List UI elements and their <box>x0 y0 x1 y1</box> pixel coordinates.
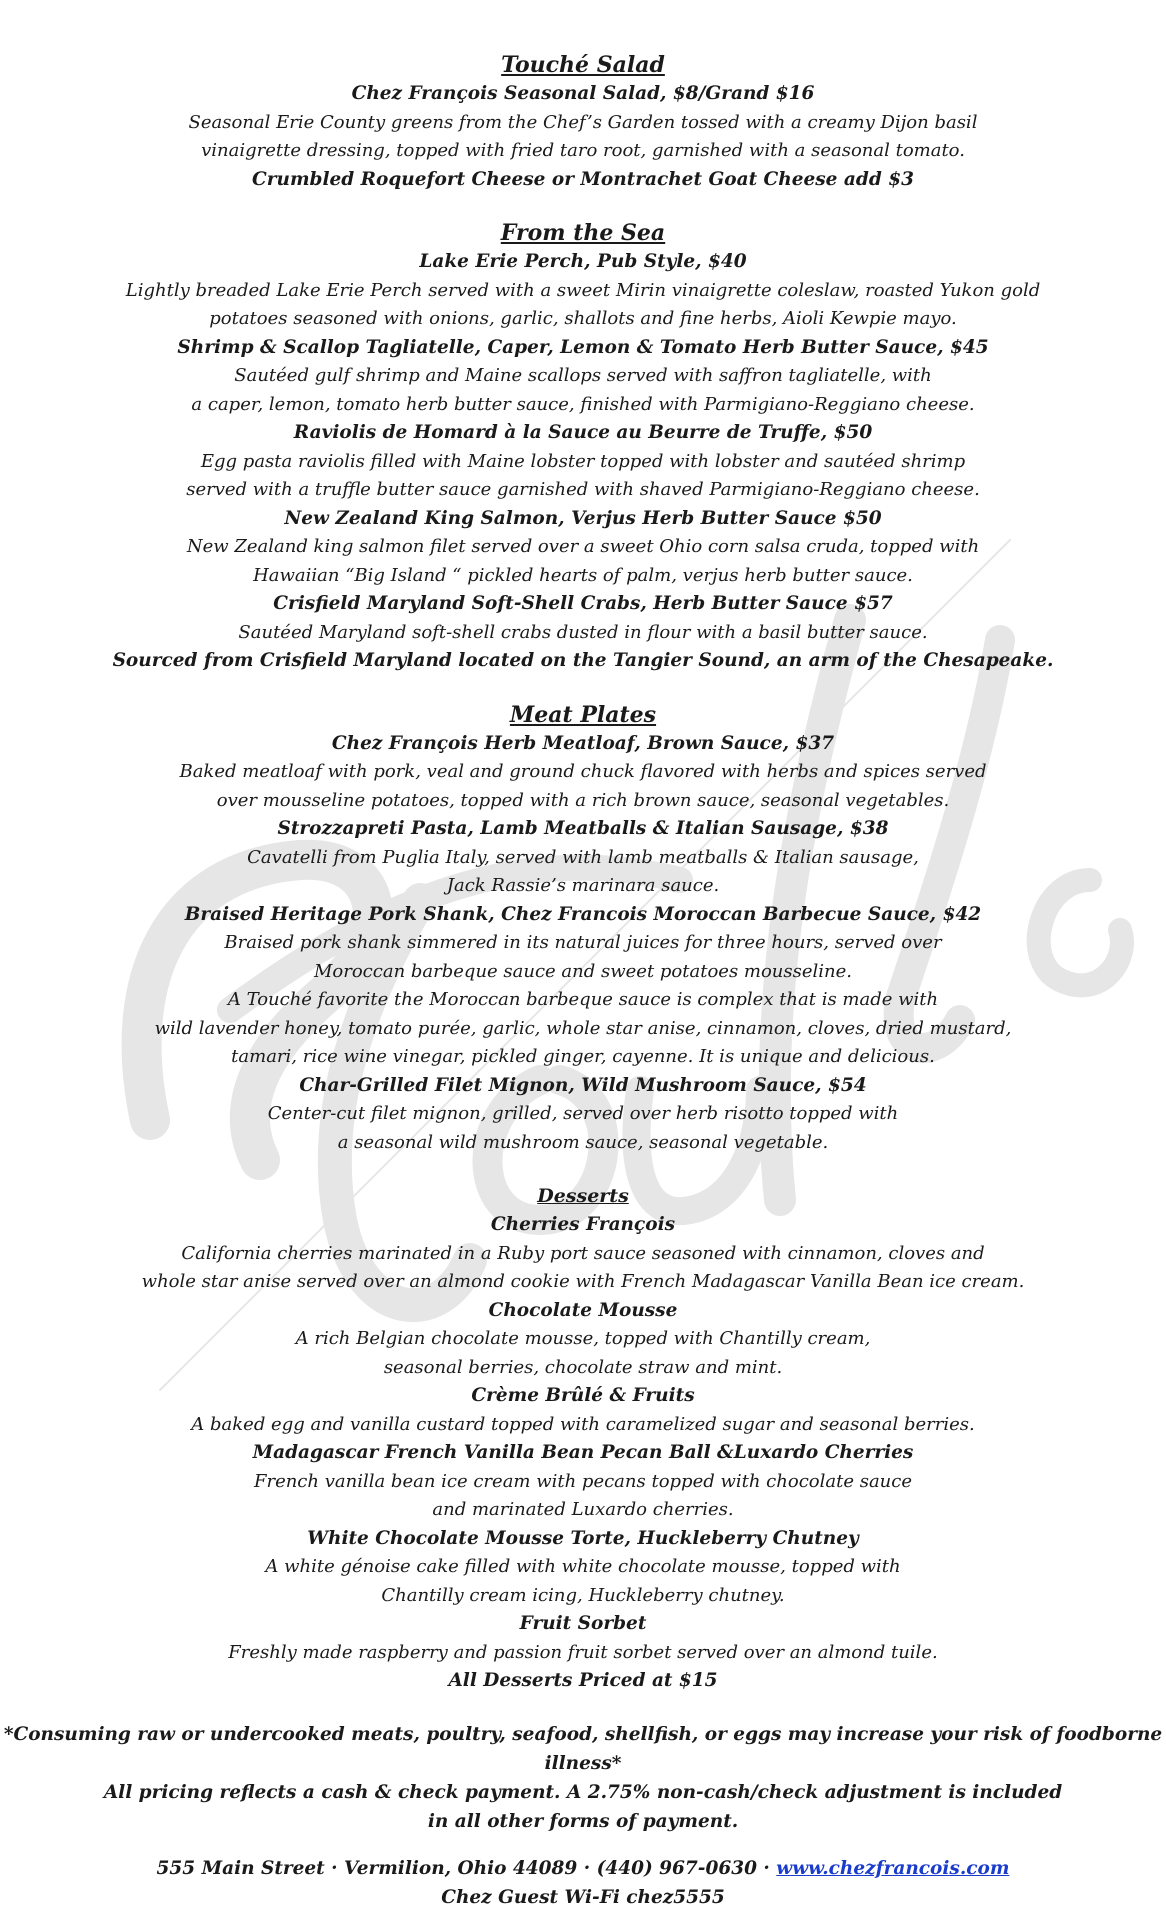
item-title: Braised Heritage Pork Shank, Chez Francois Moroccan Barbecue Sauce, $42 <box>184 903 982 925</box>
item-description: seasonal berries, chocolate straw and mint. <box>383 1356 783 1378</box>
item-description: and marinated Luxardo cherries. <box>432 1499 734 1520</box>
item-description: over mousseline potatoes, topped with a rich brown sauce, seasonal vegetables. <box>216 789 950 811</box>
item-description: Cavatelli from Puglia Italy, served with lamb meatballs & Italian sausage, <box>247 846 919 868</box>
item-description: Sautéed Maryland soft-shell crabs dusted in flour with a basil butter sauce. <box>238 621 928 643</box>
item-title: Chez François Herb Meatloaf, Brown Sauce, $37 <box>331 732 835 754</box>
item-title: Shrimp & Scallop Tagliatelle, Caper, Lemon & Tomato Herb Butter Sauce, $45 <box>177 336 989 358</box>
pricing-note: in all other forms of payment. <box>427 1810 739 1832</box>
item-description: potatoes seasoned with onions, garlic, shallots and fine herbs, Aioli Kewpie mayo. <box>209 308 957 329</box>
item-description: Freshly made raspberry and passion fruit sorbet served over an almond tuile. <box>228 1641 938 1663</box>
item-description: Seasonal Erie County greens from the Chef’s Garden tossed with a creamy Dijon basil <box>188 111 978 133</box>
section-heading: Touché Salad <box>501 52 665 78</box>
item-description: French vanilla bean ice cream with pecans topped with chocolate sauce <box>253 1470 913 1492</box>
contact-info <box>0 1854 1166 1912</box>
item-title: Madagascar French Vanilla Bean Pecan Ball &Luxardo Cherries <box>252 1442 914 1463</box>
item-description: Baked meatloaf with pork, veal and ground chuck flavored with herbs and spices served <box>179 761 987 782</box>
section-touche-salad <box>0 50 1166 194</box>
wifi-info: Chez Guest Wi-Fi chez5555 <box>441 1886 725 1908</box>
section-heading: Meat Plates <box>509 701 657 728</box>
section-note: All Desserts Priced at $15 <box>448 1670 718 1691</box>
item-title: Crisfield Maryland Soft-Shell Crabs, Herb Butter Sauce $57 <box>273 593 893 614</box>
section-heading: Desserts <box>537 1185 629 1207</box>
item-description: Sautéed gulf shrimp and Maine scallops served with saffron tagliatelle, with <box>234 365 932 386</box>
item-title: Chocolate Mousse <box>488 1299 678 1321</box>
item-title: Strozzapreti Pasta, Lamb Meatballs & Italian Sausage, $38 <box>277 818 889 839</box>
address-line <box>0 1854 1166 1883</box>
item-description: A white génoise cake filled with white chocolate mousse, topped with <box>265 1556 901 1577</box>
pricing-note: All pricing reflects a cash & check payment. A 2.75% non-cash/check adjustment is included <box>103 1781 1063 1803</box>
menu-content <box>0 50 1166 1912</box>
item-title: Raviolis de Homard à la Sauce au Beurre de Truffe, $50 <box>293 422 873 443</box>
item-title: Cherries François <box>490 1214 676 1235</box>
item-title: White Chocolate Mousse Torte, Huckleberry Chutney <box>307 1527 859 1549</box>
item-description: Chantilly cream icing, Huckleberry chutney. <box>381 1584 785 1606</box>
food-safety-warning: *Consuming raw or undercooked meats, poultry, seafood, shellfish, or eggs may increase your risk of foodborne illness* <box>3 1723 1163 1774</box>
section-note: Crumbled Roquefort Cheese or Montrachet Goat Cheese add $3 <box>252 168 914 190</box>
item-description: Center-cut filet mignon, grilled, served over herb risotto topped with <box>267 1103 899 1124</box>
item-title: New Zealand King Salmon, Verjus Herb Butter Sauce $50 <box>284 507 882 529</box>
item-description: Egg pasta raviolis filled with Maine lobster topped with lobster and sautéed shrimp <box>200 450 966 472</box>
item-description: Hawaiian “Big Island “ pickled hearts of palm, verjus herb butter sauce. <box>253 564 913 586</box>
item-description: A baked egg and vanilla custard topped with caramelized sugar and seasonal berries. <box>191 1413 975 1435</box>
item-description: California cherries marinated in a Ruby port sauce seasoned with cinnamon, cloves and <box>181 1242 985 1264</box>
item-title: Chez François Seasonal Salad, $8/Grand $16 <box>351 83 815 104</box>
item-description: whole star anise served over an almond cookie with French Madagascar Vanilla Bean ice cream. <box>141 1271 1025 1292</box>
item-description: vinaigrette dressing, topped with fried taro root, garnished with a seasonal tomato. <box>201 140 965 161</box>
section-heading: From the Sea <box>500 220 666 246</box>
item-description: A rich Belgian chocolate mousse, topped with Chantilly cream, <box>295 1328 871 1349</box>
website-link[interactable]: www.chezfrancois.com <box>776 1857 1010 1879</box>
address-text: 555 Main Street · Vermilion, Ohio 44089 · (440) 967-0630 · <box>156 1857 777 1879</box>
item-description: Lightly breaded Lake Erie Perch served with a sweet Mirin vinaigrette coleslaw, roasted Yukon gold <box>125 279 1041 301</box>
item-title: Fruit Sorbet <box>519 1613 647 1634</box>
item-description: served with a truffle butter sauce garnished with shaved Parmigiano-Reggiano cheese. <box>186 479 980 500</box>
item-description: a seasonal wild mushroom sauce, seasonal vegetable. <box>337 1131 829 1153</box>
item-description: wild lavender honey, tomato purée, garlic, whole star anise, cinnamon, cloves, dried mustard, <box>154 1017 1012 1039</box>
item-title: Lake Erie Perch, Pub Style, $40 <box>419 251 747 272</box>
item-description: a caper, lemon, tomato herb butter sauce, finished with Parmigiano-Reggiano cheese. <box>191 393 975 415</box>
item-description: Jack Rassie’s marinara sauce. <box>446 875 720 896</box>
section-from-the-sea <box>0 218 1166 676</box>
section-meat-plates <box>0 700 1166 1158</box>
section-desserts <box>0 1181 1166 1696</box>
item-description: tamari, rice wine vinegar, pickled ginger, cayenne. It is unique and delicious. <box>231 1046 935 1067</box>
item-title: Char-Grilled Filet Mignon, Wild Mushroom Sauce, $54 <box>299 1074 867 1096</box>
item-title: Crème Brûlé & Fruits <box>471 1385 695 1406</box>
item-description: Moroccan barbeque sauce and sweet potatoes mousseline. <box>313 960 853 982</box>
item-description: Braised pork shank simmered in its natural juices for three hours, served over <box>224 932 942 953</box>
footer-notes <box>0 1720 1166 1836</box>
section-note: Sourced from Crisfield Maryland located on the Tangier Sound, an arm of the Chesapeake. <box>112 650 1054 671</box>
item-description: A Touché favorite the Moroccan barbeque sauce is complex that is made with <box>227 989 939 1010</box>
item-description: New Zealand king salmon filet served over a sweet Ohio corn salsa cruda, topped with <box>186 536 980 557</box>
